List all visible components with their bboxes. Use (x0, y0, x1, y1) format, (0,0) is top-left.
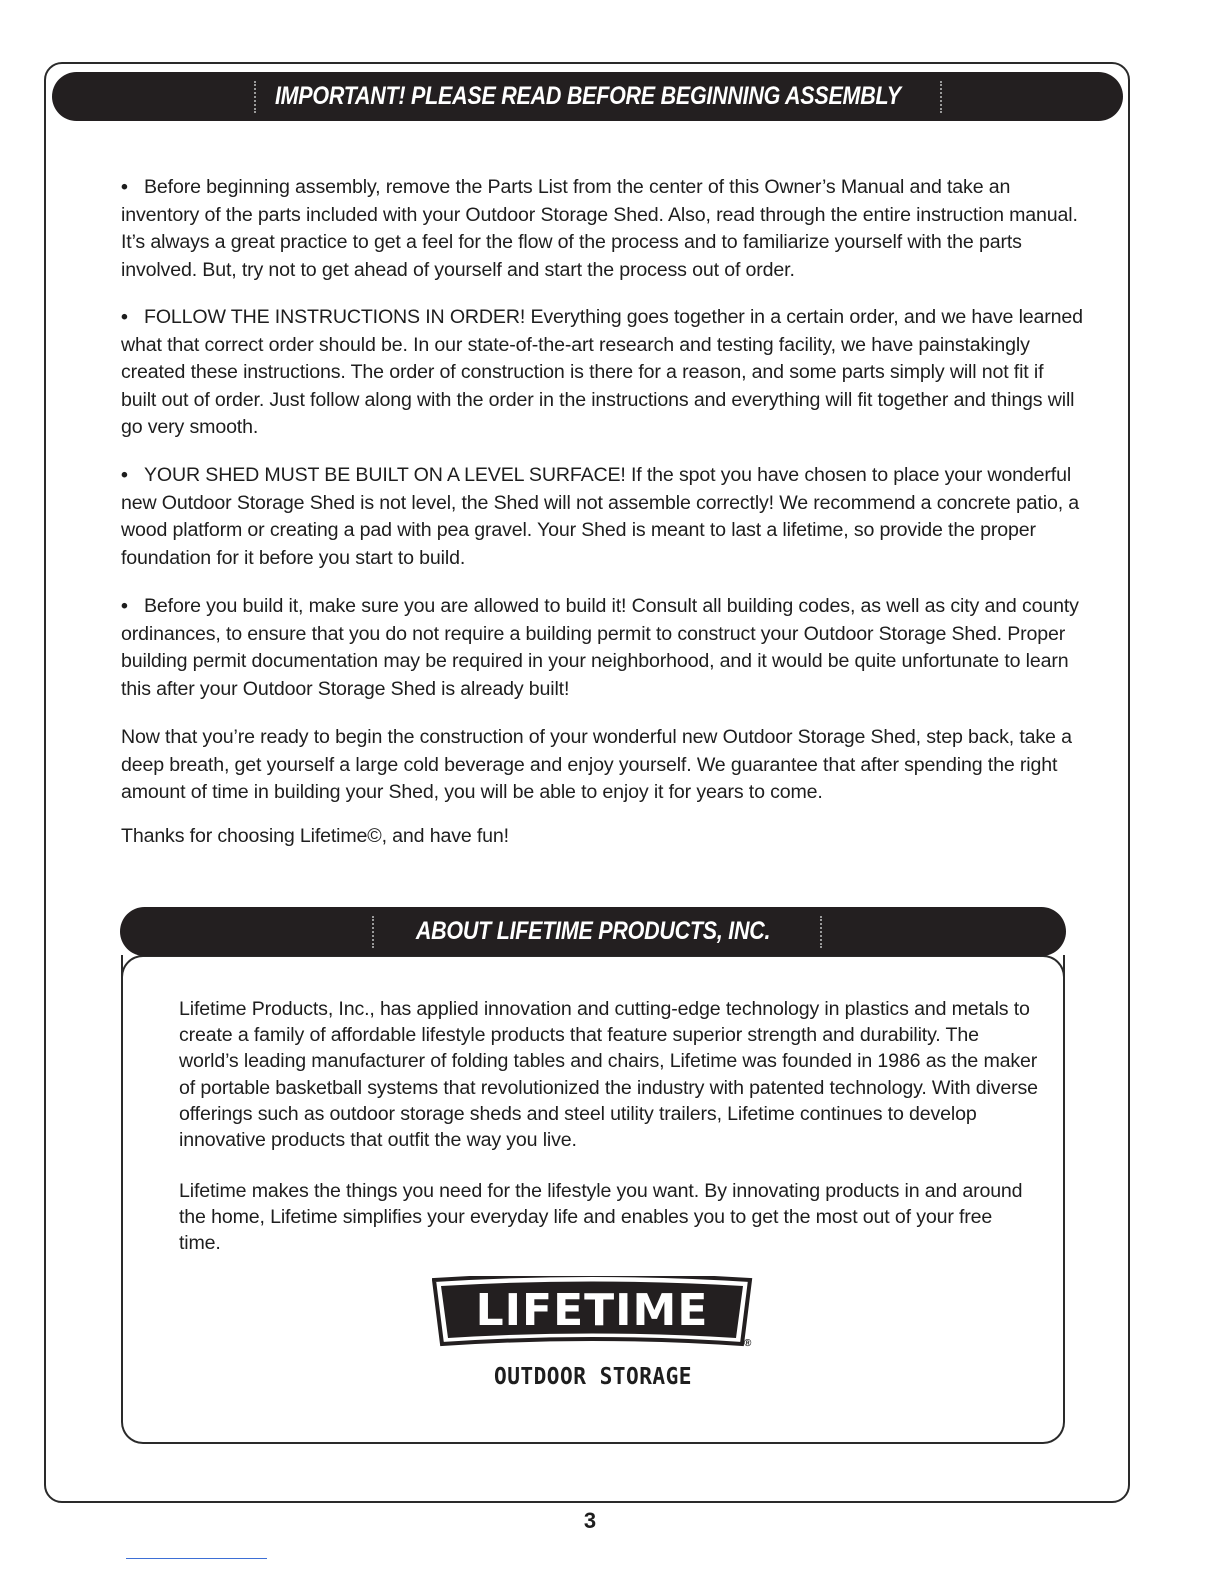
about-paragraph-text: Lifetime makes the things you need for the lifestyle you want. By innovating products in and around the home, Lifetime simplifies your everyday life and enables you to get the most out of your free time. (179, 1180, 1023, 1255)
banner-divider-right (940, 81, 942, 113)
bullet-item-building-permit (121, 593, 1083, 703)
about-paragraph-history (179, 996, 1039, 1153)
bullet-text: FOLLOW THE INSTRUCTIONS IN ORDER! Everything goes together in a certain order, and we have learned what that correct order should be. In our state-of-the-art research and testing facility, we have painstakingly created these instructions. The order of construction is there for a reason, and some parts simply will not fit if built out of order. Just follow along with the order in the instructions and everything will fit together and things will go very smooth. (121, 306, 1083, 438)
thanks-line (121, 823, 1083, 851)
bullet-icon: • (121, 306, 128, 328)
logo-subtitle: OUTDOOR STORAGE (493, 1364, 693, 1390)
about-heading: ABOUT LIFETIME PRODUCTS, INC. (415, 917, 771, 945)
bullet-icon: • (121, 176, 128, 198)
banner-divider-left (254, 81, 256, 113)
bullet-icon: • (121, 595, 128, 617)
bullet-item-level-surface (121, 462, 1083, 572)
bullet-text: YOUR SHED MUST BE BUILT ON A LEVEL SURFACE! If the spot you have chosen to place your wonderful new Outdoor Storage Shed is not level, the Shed will not assemble correctly! We recommend a concrete patio, a wood platform or creating a pad with pea gravel. Your Shed is meant to last a lifetime, so provide the proper foundation for it before you start to build. (121, 464, 1080, 569)
registered-mark: ® (744, 1338, 752, 1349)
closing-paragraph (121, 724, 1083, 807)
about-paragraph-text: Lifetime Products, Inc., has applied innovation and cutting-edge technology in plastics and metals to create a family of affordable lifestyle products that feature superior strength and durability. The world’s leading manufacturer of folding tables and chairs, Lifetime was founded in 1986 as the maker of portable basketball systems that revolutionized the industry with patented technology. With diverse offerings such as outdoor storage sheds and steel utility trailers, Lifetime continues to develop innovative products that outfit the way you live. (179, 998, 1038, 1152)
about-heading-banner (120, 907, 1066, 956)
logo-wordmark: LIFETIME (475, 1285, 709, 1336)
bullet-text: Before beginning assembly, remove the Parts List from the center of this Owner’s Manual and take an inventory of the parts included with your Outdoor Storage Shed. Also, read through the entire instruction manual. It’s always a great practice to get a feel for the flow of the process and to familiarize yourself with the parts involved. But, try not to get ahead of yourself and start the process out of order. (121, 176, 1078, 281)
lifetime-logo (432, 1276, 755, 1396)
about-paragraph-lifestyle (179, 1178, 1039, 1257)
footnote-rule (126, 1558, 267, 1559)
banner-divider-left (372, 916, 374, 948)
bullet-item-follow-order (121, 304, 1083, 442)
bullet-text: Before you build it, make sure you are allowed to build it! Consult all building codes, as well as city and county ordinances, to ensure that you do not require a building permit to construct your Outdoor Storage Shed. Proper building permit documentation may be required in your neighborhood, and it would be quite unfortunate to learn this after your Outdoor Storage Shed is already built! (121, 595, 1079, 700)
closing-paragraph-text: Now that you’re ready to begin the construction of your wonderful new Outdoor Storage Shed, step back, take a deep breath, get yourself a large cold beverage and enjoy yourself. We guarantee that after spending the right amount of time in building your Shed, you will be able to enjoy it for years to come. (121, 726, 1072, 803)
bullet-item-parts-list (121, 174, 1083, 284)
important-heading: IMPORTANT! PLEASE READ BEFORE BEGINNING ASSEMBLY (274, 82, 901, 110)
bullet-icon: • (121, 464, 128, 486)
important-heading-banner (52, 72, 1123, 121)
page-number: 3 (583, 1508, 597, 1533)
banner-divider-right (820, 916, 822, 948)
thanks-text: Thanks for choosing Lifetime©, and have fun! (121, 825, 509, 847)
